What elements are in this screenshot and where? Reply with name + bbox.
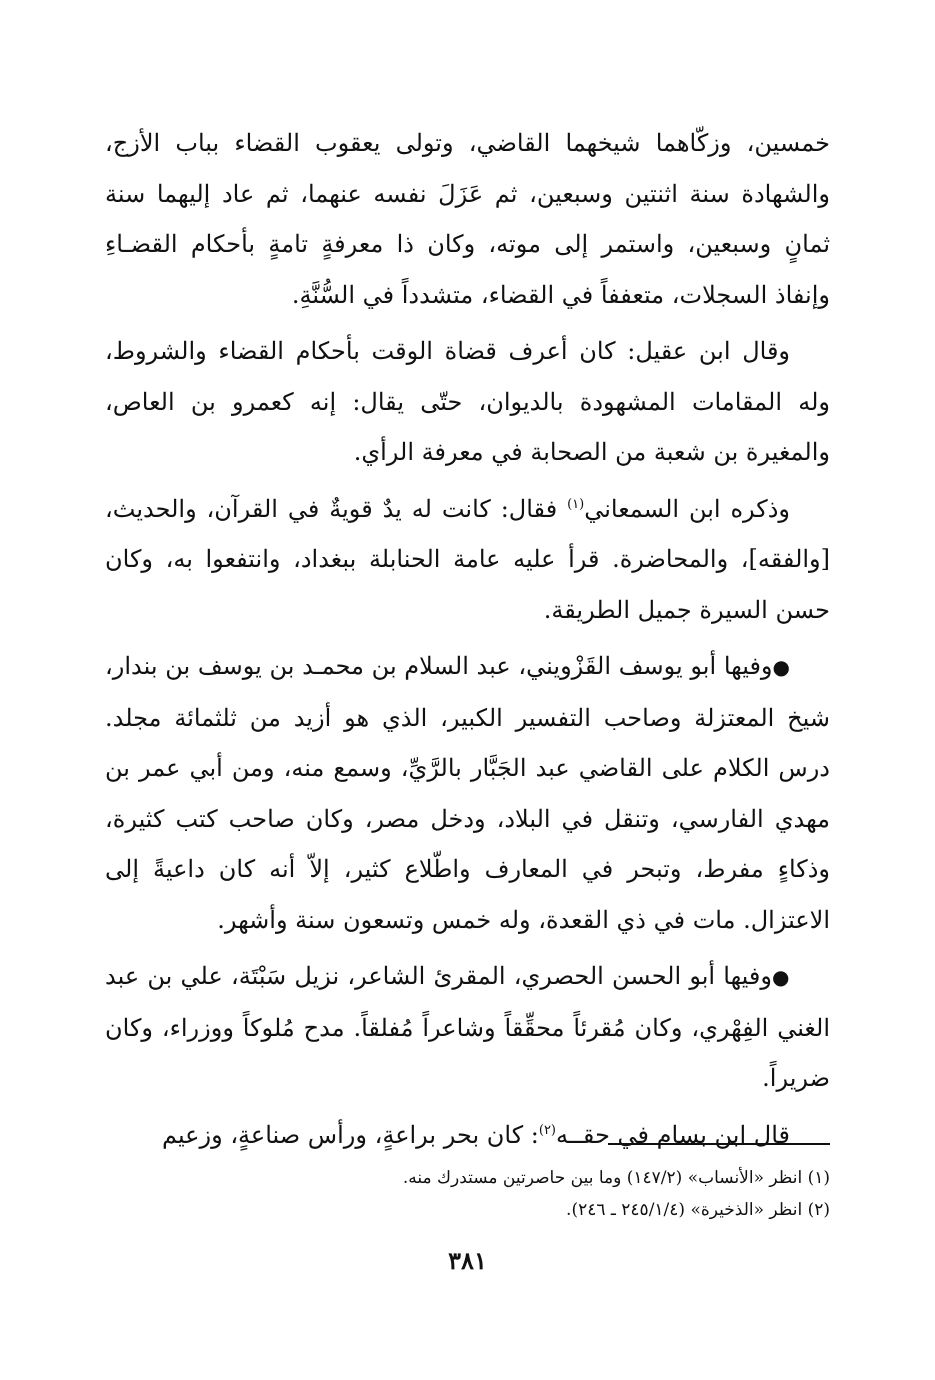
paragraph-husri-text: وفيها أبو الحسن الحصري، المقرئ الشاعر، نزيل سَبْتَة، علي بن عبد الغني الفِهْري، وكان مُقرئاً محقِّقاً وشاعراً مُفلقاً. مدح مُلوكاً ووزراء، وكان ضريراً. xyxy=(105,962,830,1092)
paragraph-ibn-samani-before: وذكره ابن السمعاني xyxy=(584,494,791,523)
footnote-ref-2: (٢) xyxy=(538,1122,556,1138)
bullet-icon: ● xyxy=(772,655,790,679)
bullet-icon: ● xyxy=(771,965,791,989)
footnotes xyxy=(105,1162,830,1226)
paragraph-ibn-bassam-before: قال ابن بسام في حقــه xyxy=(556,1120,790,1149)
paragraph-husri xyxy=(105,951,830,1104)
paragraph-qazwini xyxy=(105,641,830,945)
paragraph-ibn-samani-after: فقال: كانت له يدٌ قويةٌ في القرآن، والحديث، [والفقه]، والمحاضرة. قرأ عليه عامة الحنابلة ببغداد، وانتفعوا به، وكان حسن السيرة جميل الطريقة. xyxy=(105,494,831,624)
footnote-ref-1: (١) xyxy=(567,496,585,512)
paragraph-ibn-bassam xyxy=(105,1110,830,1161)
footnote-2: (٢) انظر «الذخيرة» (٢٤٥/١/٤ ـ ٢٤٦). xyxy=(566,1200,830,1220)
page-body xyxy=(105,118,830,1160)
paragraph-ibn-aqil xyxy=(105,326,830,478)
paragraph-ibn-aqil-text: وقال ابن عقيل: كان أعرف قضاة الوقت بأحكام القضاء والشروط، وله المقامات المشهودة بالديوان، حتّى يقال: إنه كعمرو بن العاص، والمغيرة بن شعبة من الصحابة في معرفة الرأي. xyxy=(105,337,830,466)
paragraph-1 xyxy=(105,118,830,320)
footnote-1: (١) انظر «الأنساب» (١٤٧/٢) وما بين حاصرتين مستدرك منه. xyxy=(402,1168,830,1188)
paragraph-ibn-bassam-after: : كان بحر براعةٍ، ورأس صناعةٍ، وزعيم xyxy=(161,1120,539,1149)
paragraph-qazwini-text: وفيها أبو يوسف القَزْويني، عبد السلام بن محمـد بن يوسف بن بندار، شيخ المعتزلة وصاحب التفسير الكبير، الذي هو أزيد من ثلثمائة مجلد. درس الكلام على القاضي عبد الجَبَّار بالرَّيِّ، وسمع منه، ومن أبي عمر بن مهدي الفارسي، وتنقل في البلاد، ودخل مصر، وكان صاحب كتب كثيرة، وذكاءٍ مفرط، وتبحر في المعارف واطّلاع كثير، إلاّ أنه كان داعيةً إلى الاعتزال. مات في ذي القعدة، وله خمس وتسعون سنة وأشهر. xyxy=(105,652,831,934)
paragraph-ibn-samani xyxy=(105,484,830,636)
footnote-divider xyxy=(608,1143,830,1145)
paragraph-1-text: خمسين، وزكّاهما شيخهما القاضي، وتولى يعقوب القضاء بباب الأزج، والشهادة سنة اثنتين وسبعين، ثم عَزَلَ نفسه عنهما، ثم عاد إليهما سنة ثمانٍ وسبعين، واستمر إلى موته، وكان ذا معرفةٍ تامةٍ بأحكام القضـاءِ وإنفاذ السجلات، متعففاً في القضاء، متشدداً في السُّنَّةِ. xyxy=(105,129,830,309)
page-number: ٣٨١ xyxy=(448,1246,487,1275)
